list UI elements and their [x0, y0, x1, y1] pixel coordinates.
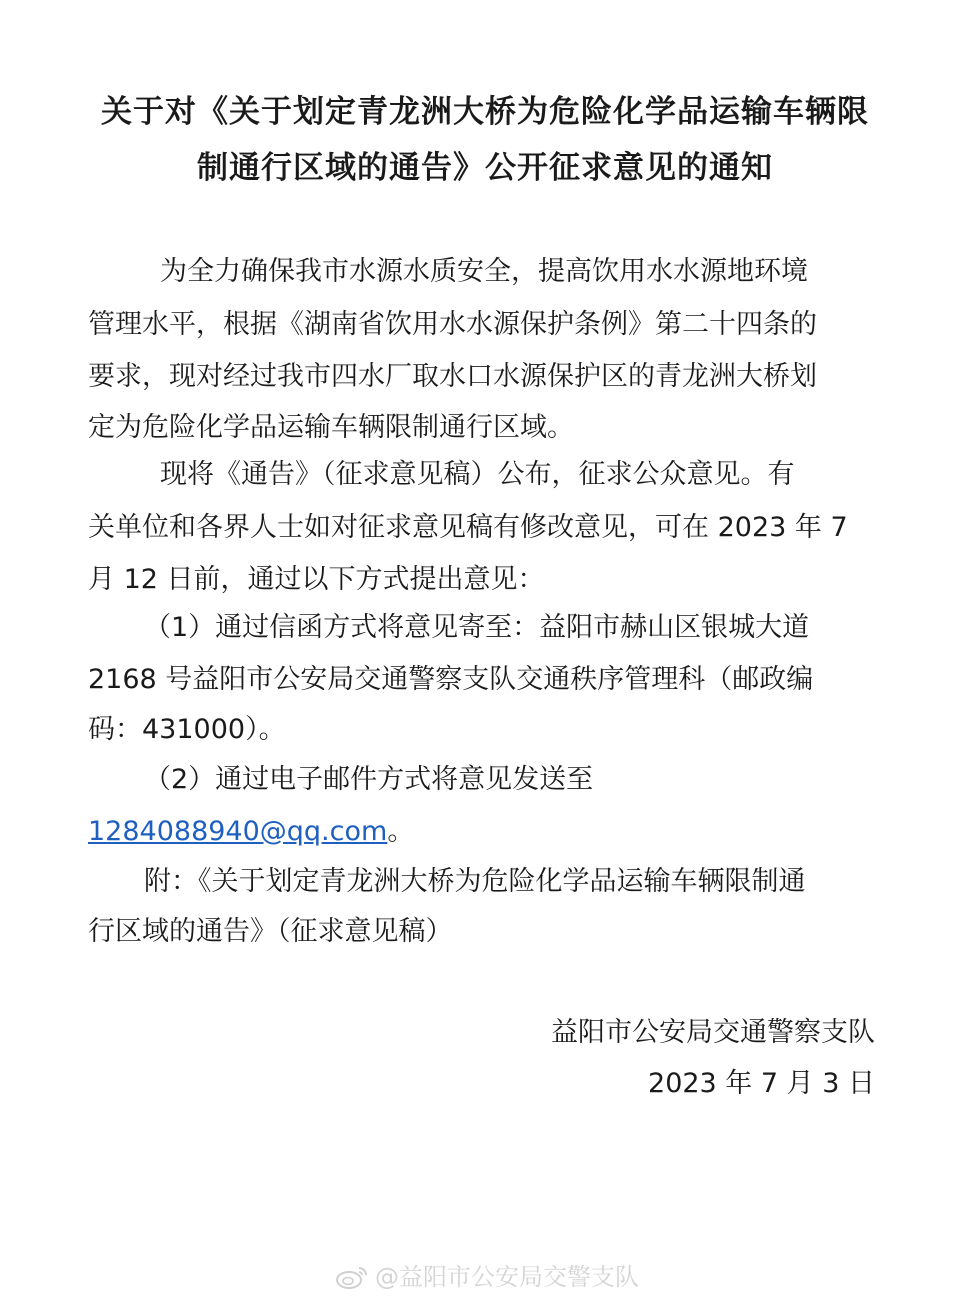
- paragraph-1-line-1: 为全力确保我市水源水质安全，提高饮用水水源地环境: [160, 256, 808, 287]
- weibo-icon: [335, 1264, 369, 1290]
- signature-org: 益阳市公安局交通警察支队: [551, 1017, 875, 1048]
- paragraph-2-line-1: 现将《通告》（征求意见稿）公布，征求公众意见。有: [160, 459, 795, 490]
- paragraph-1-line-2: 管理水平，根据《湖南省饮用水水源保护条例》第二十四条的: [88, 309, 817, 340]
- email-link[interactable]: 1284088940@qq.com: [88, 816, 388, 847]
- attachment-line-2: 行区域的通告》（征求意见稿）: [88, 916, 453, 947]
- paragraph-2-line-2: 关单位和各界人士如对征求意见稿有修改意见，可在 2023 年 7: [88, 512, 848, 543]
- signature-date: 2023 年 7 月 3 日: [648, 1068, 875, 1099]
- watermark-text: @益阳市公安局交警支队: [375, 1263, 639, 1291]
- paragraph-2-line-3: 月 12 日前，通过以下方式提出意见：: [88, 564, 545, 595]
- paragraph-4-line-2: [88, 816, 414, 848]
- attachment-line-1: 附：《关于划定青龙洲大桥为危险化学品运输车辆限制通: [144, 866, 806, 897]
- paragraph-3-line-2: 2168 号益阳市公安局交通警察支队交通秩序管理科（邮政编: [88, 664, 814, 695]
- paragraph-4-line-1: （2）通过电子邮件方式将意见发送至: [144, 764, 594, 795]
- watermark: [335, 1262, 639, 1292]
- paragraph-3-line-1: （1）通过信函方式将意见寄至：益阳市赫山区银城大道: [144, 612, 810, 643]
- document-title: [60, 84, 910, 196]
- paragraph-1-line-3: 要求，现对经过我市四水厂取水口水源保护区的青龙洲大桥划: [88, 361, 817, 392]
- title-line-2: 制通行区域的通告》公开征求意见的通知: [197, 150, 773, 186]
- paragraph-3-line-3: 码：431000）。: [88, 714, 286, 745]
- title-line-1: 关于对《关于划定青龙洲大桥为危险化学品运输车辆限: [101, 94, 869, 130]
- email-suffix: 。: [387, 816, 415, 847]
- paragraph-1-line-4: 定为危险化学品运输车辆限制通行区域。: [88, 412, 574, 443]
